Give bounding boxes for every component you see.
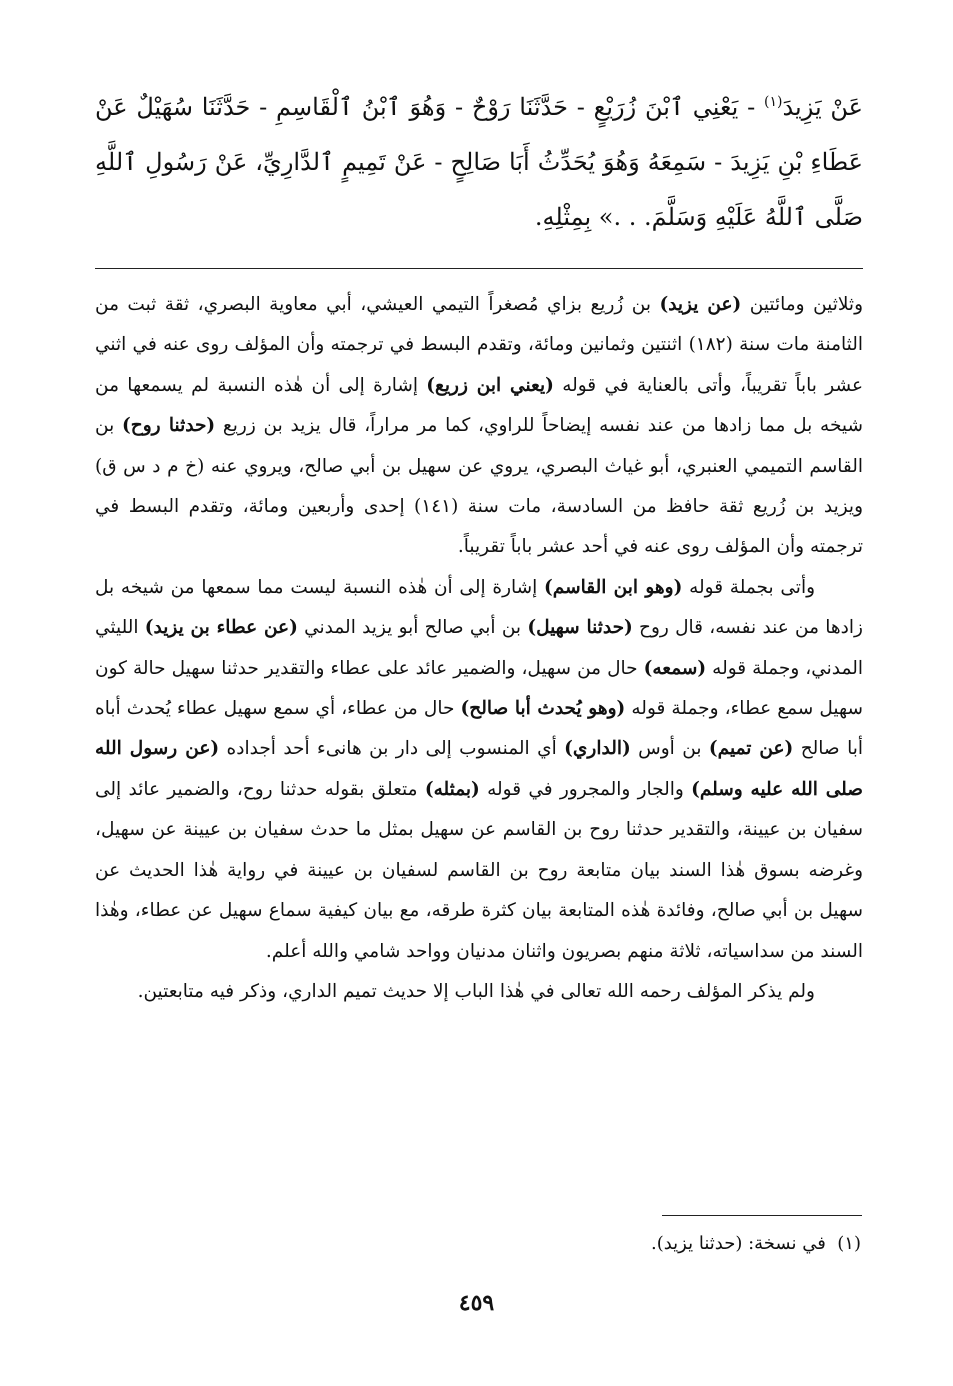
commentary-text: بن أبي صالح أبو يزيد المدني <box>297 617 528 639</box>
commentary-text: إشارة إلى أن هٰذه النسبة لم يسمعها من شيخه بل مما زادها من عند نفسه إيضاحاً للراوي، كما مر مراراً، قال يزيد بن زريع <box>95 374 863 437</box>
quoted-phrase: (عن عطاء بن يزيد) <box>144 617 298 639</box>
commentary-text: متعلق بقوله حدثنا روح، والضمير عائد إلى سفيان بن عيينة، والتقدير حدثنا روح بن القاسم عن سهيل بمثل ما حدث سفيان بن عيينة عن سهيل، وغرضه بسوق هٰذا السند بيان متابعة روح بن القاسم لسفيان بن عيينة في رواية هٰذا الحديث عن سهيل بن أبي صالح، وفائدة هٰذه المتابعة بيان كثرة طرقه، مع بيان كيفية سماع سهيل عن عطاء، وهٰذا السند من سداسياته، ثلاثة منهم بصريون واثنان مدنيان وواحد شامي والله أعلم. <box>95 778 863 962</box>
footnote <box>651 1230 861 1258</box>
hadith-part-1: عَنْ يَزِيدَ <box>782 93 864 121</box>
commentary-text: أي المنسوب إلى دار بن هانىء أحد أجداده <box>219 738 565 760</box>
commentary-text: بن أوس <box>630 738 709 760</box>
quoted-phrase: (سمعه) <box>643 657 707 679</box>
footnote-text: في نسخة: (حدثنا يزيد). <box>650 1233 826 1254</box>
commentary-text: إشارة إلى أن هٰذه النسبة ليست مما سمعها من شيخه بل زادها من عند نفسه، قال روح <box>95 576 863 639</box>
commentary-text: بن القاسم التميمي العنبري، أبو غياث البصري، يروي عن سهيل بن أبي صالح، ويروي عنه (خ م د س ق) ويزيد بن زُريع ثقة حافظ من السادسة، مات سنة (١٤١) إحدى وأربعين ومائة، وتقدم البسط في ترجمته وأن المؤلف روى عنه في أحد عشر باباً تقريباً. <box>95 415 864 558</box>
commentary-paragraph-3: ولم يذكر المؤلف رحمه الله تعالى في هٰذا الباب إلا حديث تميم الداري، وذكر فيه متابعتين. <box>137 980 815 1002</box>
quoted-phrase: (يعني ابن زريع) <box>426 374 554 396</box>
commentary-text: والجار والمجرور في قوله <box>479 778 692 800</box>
footnote-number: (١) <box>837 1233 861 1254</box>
quoted-phrase: (وهو ابن القاسم) <box>544 576 683 598</box>
quoted-phrase: (عن رسول الله صلى الله عليه وسلم) <box>95 738 863 800</box>
footnote-reference: (١) <box>763 94 783 110</box>
main-text-block <box>95 80 863 245</box>
quoted-phrase: (عن تميم) <box>708 738 794 760</box>
commentary-text: الليثي المدني، وجملة قوله <box>95 617 863 679</box>
quoted-phrase: (حدثنا سهيل) <box>527 617 633 639</box>
quoted-phrase: (وهو يُحدث أبا صالح) <box>460 698 626 720</box>
text-divider <box>95 268 863 269</box>
quoted-phrase: (الداري) <box>564 738 631 760</box>
commentary-text: وثلاثين ومائتين <box>741 294 863 315</box>
commentary-block <box>95 285 863 1012</box>
page-number: ٤٥٩ <box>458 1290 495 1316</box>
hadith-text <box>95 80 863 245</box>
commentary-paragraph-2 <box>95 568 863 972</box>
commentary-text: حال من عطاء، أي سمع سهيل عطاء يُحدث أباه أبا صالح <box>95 698 863 760</box>
commentary-text: بن زُريع بزاي مُصغراً التيمي العيشي، أبي معاوية البصري، ثقة ثبت من الثامنة مات سنة (١٨٢) اثنتين وثمانين ومائة، وتقدم البسط في ترجمته وأن المؤلف روى عنه في اثني عشر باباً تقريباً، وأتى بالعناية في قوله <box>95 294 864 396</box>
commentary-paragraph-1 <box>95 285 863 568</box>
commentary-text: وأتى بجملة قوله <box>682 576 816 598</box>
quoted-phrase: (حدثنا روح) <box>122 415 216 437</box>
quoted-phrase: (بمثله) <box>424 778 480 800</box>
quoted-phrase: (عن يزيد) <box>659 294 742 315</box>
footnote-divider <box>662 1215 862 1216</box>
hadith-part-2: - يَعْنِي ٱبْنَ زُرَيْعٍ - حَدَّثَنَا رَوْحٌ - وَهُوَ ٱبْنُ ٱلْقَاسِمِ - حَدَّثَنَا سُهَيْلٌ عَنْ عَطَاءِ بْنِ يَزِيدَ - سَمِعَهُ وَهُوَ يُحَدِّثُ أَبَا صَالِحٍ - عَنْ تَمِيمٍ ٱلدَّارِيِّ، عَنْ رَسُولِ ٱللَّهِ صَلَّى ٱللَّهُ عَلَيْهِ وَسَلَّمَ. . .» بِمِثْلِهِ. <box>95 93 863 231</box>
commentary-text: حال من سهيل، والضمير عائد على عطاء والتقدير حدثنا سهيل حالة كون سهيل سمع عطاء، وجملة قوله <box>95 657 863 720</box>
